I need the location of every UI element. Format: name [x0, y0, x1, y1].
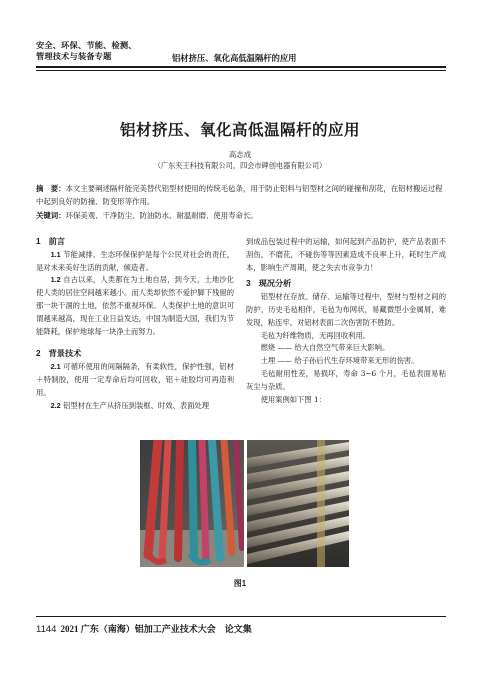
header-left: [36, 40, 137, 62]
right-column: [246, 236, 446, 406]
paragraph-2-2: 2.2 铝型材在生产从挤压到装框、时效、表面处理: [50, 400, 210, 410]
section-heading-1: 1 前言: [36, 237, 65, 246]
paragraph-r2: 铝型材在存放、储存、运输等过程中，型材与型材之间的防护，历史毛毡相伴，毛毡为布网状，易藏微型小金属屑，难发现，粘连牢，对铝材表面二次伤害防不胜防。: [246, 292, 446, 327]
paragraph-r4: 燃烧 —— 给大自然空气带来巨大影响。: [260, 343, 390, 353]
header-left-line2: 管理技术与装备专题: [36, 52, 112, 61]
paragraph-1-1: 1.1 节能减排、生态环保保护是每个公民对社会的责任，是对未来美好生活的贡献，倾造者。: [36, 249, 234, 272]
figure-photo-left: [140, 440, 244, 567]
paper-title: 铝材挤压、氧化高低温隔杆的应用: [119, 122, 360, 139]
figure-photo-right: [247, 440, 349, 567]
left-column: [36, 236, 234, 412]
footer-rule: [36, 616, 446, 617]
paragraph-2-1: 2.1 可循环使用的间隔隔条，有柔软性，保护性强，铝材＋特制胶，使用一定寿命后均可回收，铝＋硅胶均可再造利用。: [36, 362, 234, 397]
author: 高志成: [228, 150, 252, 159]
abstract-label: 摘 要：: [36, 184, 66, 193]
paragraph-r6: 毛毡耐用性差，易损坏，寿命 3~6 个月，毛毡表面易粘灰尘与杂质。: [246, 368, 446, 391]
abstract: [36, 183, 446, 208]
keywords-label: 关键词：: [36, 211, 66, 220]
paragraph-r5: 土埋 —— 给子孙后代生存环境带来无形的伤害。: [260, 356, 419, 366]
paragraph-r7: 使用案例如下图 1：: [260, 394, 326, 404]
page-number: 1144: [36, 624, 57, 635]
figure-caption: 图1: [233, 579, 247, 588]
header-rule-thick: [36, 66, 446, 68]
paragraph-r1: 到成品包装过程中的运输，如何起到产品防护，使产品表面不刮伤，不磨花，不碰伤等等因素造成不良率上升，耗时生产成本，影响生产周期，使之失去市竞争力！: [246, 237, 446, 272]
header-right: 铝材挤压、氧化高低温隔杆的应用: [172, 54, 297, 63]
paragraph-r3: 毛毡为纤维物质，无再回收利用。: [260, 330, 371, 340]
section-heading-3: 3 现况分析: [246, 279, 292, 289]
header-rule-thin: [36, 70, 446, 71]
paragraph-1-2: 1.2 自古以来，人类都在为土地自居，到今天，土地沙化使人类的居住空间越来越小。而人类却依然不爱护脚下残留的那一块干涸的土地，依然不重视环保。人类保护土地的意识可谓越来越高，现在工业日益发达，中国为制造大国，我们为节能降耗，保护地球每一块净土而努力。: [36, 275, 234, 336]
section-heading-2: 2 背景技术: [36, 349, 82, 359]
footer: [36, 622, 252, 635]
keywords-text: 环保美观、干净防尘、防油防水、耐温耐磨、使用寿命长。: [65, 211, 258, 220]
abstract-text: 本文主要阐述隔杆能完美替代铝型材使用的传统毛毡条，用于防止铝料与铝型材之间的碰撞和刮花，在铝材搬运过程中起到良好的防撞、防变形等作用。: [36, 184, 443, 206]
affiliation: （广东夹王科技有限公司，四会市碑创电器有限公司）: [153, 161, 327, 170]
keywords: [36, 210, 446, 222]
footer-text: 2021 广东（南海）铝加工产业技术大会 论文集: [60, 624, 252, 634]
header-left-line1: 安全、环保、节能、检测、: [36, 41, 137, 50]
figure-1: [140, 440, 349, 567]
